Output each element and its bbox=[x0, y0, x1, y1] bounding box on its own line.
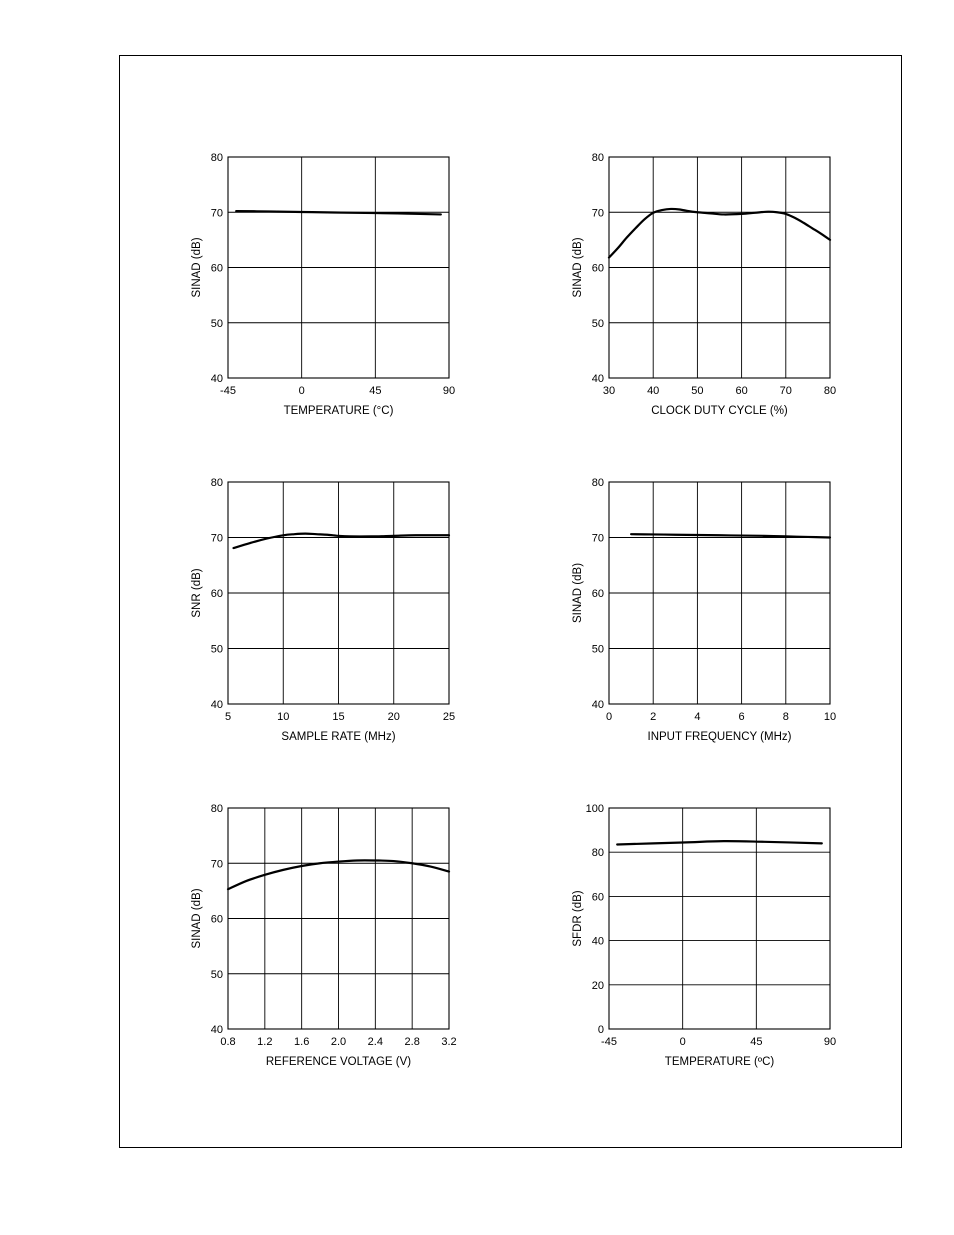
x-tick-label: 50 bbox=[691, 385, 704, 397]
x-tick-label: 2.0 bbox=[330, 1036, 347, 1048]
y-tick-label: 60 bbox=[591, 262, 604, 275]
series-line bbox=[236, 211, 441, 214]
y-tick-label: 80 bbox=[210, 477, 223, 489]
x-tick-label: 8 bbox=[782, 711, 789, 723]
x-tick-label: 70 bbox=[779, 385, 792, 397]
series-line bbox=[617, 841, 822, 844]
x-tick-label: 40 bbox=[647, 385, 660, 397]
x-axis-label: CLOCK DUTY CYCLE (%) bbox=[651, 405, 788, 417]
y-tick-label: 40 bbox=[210, 1024, 223, 1036]
y-tick-label: 0 bbox=[597, 1024, 604, 1036]
x-tick-label: 20 bbox=[387, 711, 400, 723]
y-tick-label: 40 bbox=[210, 373, 223, 385]
y-tick-label: 40 bbox=[591, 373, 604, 385]
x-tick-label: 10 bbox=[823, 711, 837, 723]
y-tick-label: 20 bbox=[591, 979, 604, 992]
y-tick-label: 80 bbox=[591, 477, 604, 489]
series-line bbox=[631, 534, 830, 537]
y-tick-label: 70 bbox=[210, 532, 223, 545]
x-tick-label: -45 bbox=[220, 385, 236, 397]
x-tick-label: 45 bbox=[369, 385, 382, 397]
y-axis-label: SINAD (dB) bbox=[191, 888, 203, 949]
x-tick-label: 0 bbox=[298, 385, 305, 397]
x-tick-label: -45 bbox=[601, 1036, 617, 1048]
x-tick-label: 3.2 bbox=[441, 1036, 457, 1048]
y-tick-label: 80 bbox=[210, 152, 223, 164]
y-tick-label: 50 bbox=[591, 317, 604, 330]
y-tick-label: 70 bbox=[210, 207, 223, 220]
y-tick-label: 60 bbox=[210, 588, 223, 600]
x-tick-label: 80 bbox=[823, 385, 837, 397]
chart-3 bbox=[191, 477, 455, 743]
x-tick-label: 90 bbox=[823, 1036, 837, 1048]
y-tick-label: 60 bbox=[210, 913, 223, 926]
x-tick-label: 1.6 bbox=[294, 1036, 310, 1048]
y-tick-label: 60 bbox=[591, 891, 604, 904]
chart-1 bbox=[191, 152, 455, 417]
chart-4 bbox=[572, 477, 836, 743]
y-tick-label: 60 bbox=[591, 588, 604, 600]
x-tick-label: 30 bbox=[602, 385, 616, 397]
x-tick-label: 4 bbox=[694, 711, 701, 723]
x-tick-label: 10 bbox=[277, 711, 290, 723]
series-line bbox=[609, 209, 830, 258]
y-tick-label: 70 bbox=[210, 858, 223, 871]
x-tick-label: 0 bbox=[679, 1036, 686, 1048]
y-axis-label: SINAD (dB) bbox=[191, 237, 203, 298]
x-tick-label: 45 bbox=[750, 1036, 763, 1048]
x-tick-label: 25 bbox=[442, 711, 456, 723]
y-tick-label: 40 bbox=[210, 699, 223, 711]
y-axis-label: SFDR (dB) bbox=[572, 890, 584, 947]
y-tick-label: 100 bbox=[585, 803, 604, 815]
y-axis-label: SINAD (dB) bbox=[572, 237, 584, 298]
y-tick-label: 60 bbox=[210, 262, 223, 275]
x-tick-label: 2.8 bbox=[404, 1036, 420, 1048]
y-tick-label: 50 bbox=[210, 968, 223, 981]
x-tick-label: 2 bbox=[650, 711, 657, 723]
y-tick-label: 50 bbox=[591, 643, 604, 656]
x-tick-label: 1.2 bbox=[257, 1036, 273, 1048]
x-tick-label: 0 bbox=[605, 711, 613, 723]
y-tick-label: 40 bbox=[591, 699, 604, 711]
chart-5 bbox=[191, 803, 457, 1068]
chart-2 bbox=[572, 152, 836, 417]
x-tick-label: 15 bbox=[332, 711, 345, 723]
y-tick-label: 50 bbox=[210, 643, 223, 656]
chart-6 bbox=[572, 803, 836, 1068]
y-tick-label: 80 bbox=[210, 803, 223, 815]
y-axis-label: SINAD (dB) bbox=[572, 562, 584, 624]
x-tick-label: 90 bbox=[442, 385, 456, 397]
y-tick-label: 70 bbox=[591, 207, 604, 220]
x-tick-label: 0.8 bbox=[220, 1036, 236, 1048]
x-tick-label: 6 bbox=[738, 711, 745, 723]
x-tick-label: 5 bbox=[224, 711, 232, 723]
y-axis-label: SNR (dB) bbox=[191, 568, 203, 618]
y-tick-label: 70 bbox=[591, 532, 604, 545]
x-axis-label: TEMPERATURE (ºC) bbox=[664, 1056, 775, 1068]
x-tick-label: 60 bbox=[735, 385, 748, 397]
x-tick-label: 2.4 bbox=[367, 1036, 383, 1048]
y-tick-label: 50 bbox=[210, 317, 223, 330]
series-line bbox=[234, 534, 449, 548]
x-axis-label: TEMPERATURE (°C) bbox=[283, 405, 394, 417]
y-tick-label: 80 bbox=[591, 152, 604, 164]
x-axis-label: REFERENCE VOLTAGE (V) bbox=[265, 1056, 412, 1068]
x-axis-label: INPUT FREQUENCY (MHz) bbox=[647, 731, 792, 743]
y-tick-label: 40 bbox=[591, 935, 604, 948]
y-tick-label: 80 bbox=[591, 847, 604, 860]
x-axis-label: SAMPLE RATE (MHz) bbox=[281, 731, 396, 743]
